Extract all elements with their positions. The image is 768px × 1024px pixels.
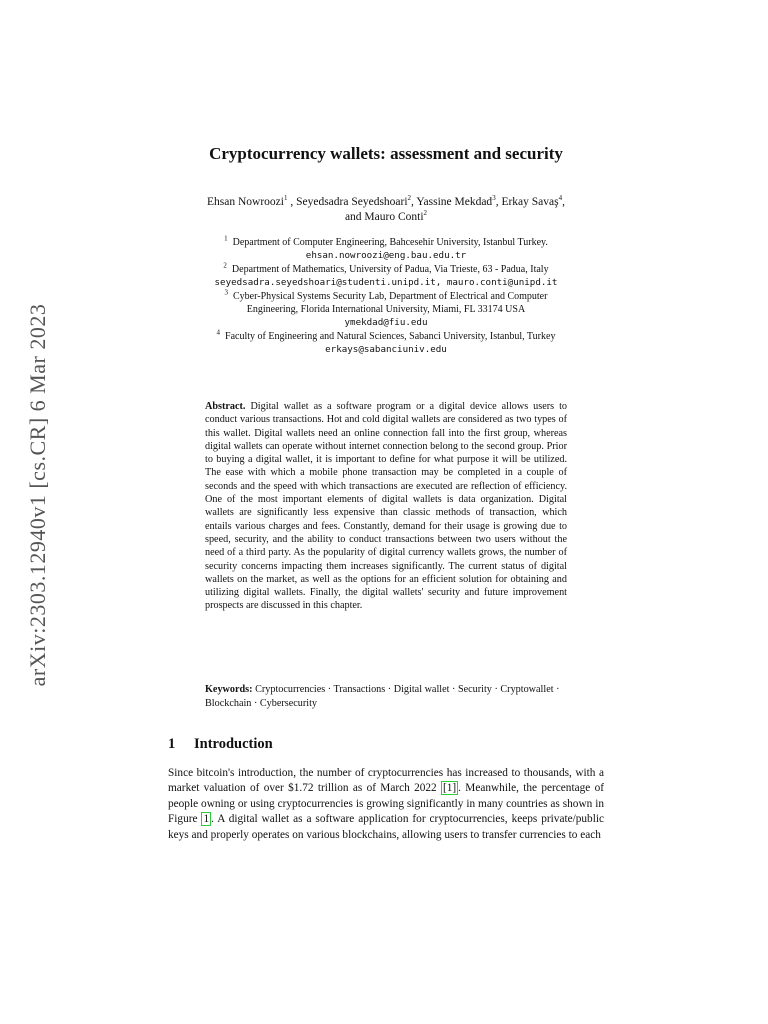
affiliation-mark: 4 <box>216 328 221 337</box>
section-title: Introduction <box>194 736 273 752</box>
introduction-paragraph <box>168 766 604 843</box>
affiliation-mark: 1 <box>224 234 228 243</box>
keywords-text: Cryptocurrencies · Transactions · Digital wallet · Security · Cryptowallet · Blockchain · Cybersecurity <box>205 684 560 709</box>
affiliation-text: Department of Computer Engineering, Bahcesehir University, Istanbul Turkey. <box>232 237 548 248</box>
intro-text: Since bitcoin's introduction, the number of cryptocurrencies has increased to thousands, with a market valuation of over $1.72 trillion as of March 2022 <box>168 767 604 795</box>
intro-text: . A digital wallet as a software application for cryptocurrencies, keeps private/public keys and properly operates on various blockchains, allowing users to transfer currencies to each <box>168 813 604 841</box>
abstract <box>205 400 567 613</box>
affiliation-line <box>168 263 604 276</box>
affiliation-text: Faculty of Engineering and Natural Sciences, Sabanci University, Istanbul, Turkey <box>225 330 556 342</box>
affiliation-email[interactable]: ehsan.nowroozi@eng.bau.edu.tr <box>305 250 467 262</box>
affiliation-email[interactable]: ymekdad@fiu.edu <box>344 317 428 329</box>
figure-reference-link[interactable]: 1 <box>203 813 210 826</box>
author-name: , Yassine Mekdad <box>411 196 493 208</box>
affiliation-text: Engineering, Florida International University, Miami, FL 33174 USA <box>246 304 526 316</box>
arxiv-identifier <box>18 270 58 720</box>
affiliation-text: Cyber-Physical Systems Security Lab, Department of Electrical and Computer <box>233 290 548 302</box>
affiliation-line <box>168 236 604 249</box>
author-list <box>168 195 604 225</box>
author-line-1 <box>168 195 604 210</box>
author-affil-mark: 1 <box>283 194 288 203</box>
author-line-2 <box>168 210 604 225</box>
author-name: and Mauro Conti <box>344 211 424 223</box>
author-separator: , <box>562 196 565 208</box>
author-name: , Seyedsadra Seyedshoari <box>287 196 408 208</box>
affiliation-mark: 2 <box>223 261 227 270</box>
affiliation-mark: 3 <box>224 288 229 297</box>
arxiv-identifier-text: arXiv:2303.12940v1 [cs.CR] 6 Mar 2023 <box>25 303 50 687</box>
affiliation-email[interactable]: erkays@sabanciuniv.edu <box>325 344 447 356</box>
paper-title: Cryptocurrency wallets: assessment and security <box>209 144 563 163</box>
author-affil-mark: 2 <box>407 194 412 203</box>
author-affil-mark: 2 <box>423 209 428 218</box>
abstract-text: Digital wallet as a software program or a digital device allows users to conduct various transactions. Hot and cold digital wallets are considered as two types of this wallet. Digital wallets need an online connection fall into the first group, whereas digital wallets can operate without internet connection belong to the second group. Prior to buying a digital wallet, it is important to define for what purpose it will be utilized. The ease with which a mobile phone transaction may be completed in a couple of seconds and the speed with which transactions are executed are reflection of efficiency. One of the most important elements of digital wallets is data organization. Digital wallets are significantly less expensive than classic methods of transaction, which entails various charges and fees. Constantly, demand for their usage is growing due to speed, security, and the ability to conduct transactions between two users without the need of a third party. As the popularity of digital currency wallets grows, the number of security concerns impacting them increases significantly. The current status of digital wallets on the market, as well as the options for an efficient solution for obtaining and utilizing digital wallets. Finally, the digital wallets' security and future improvement prospects are discussed in this chapter. <box>205 401 567 612</box>
citation-link[interactable]: [1] <box>442 782 457 795</box>
affiliation-text: Department of Mathematics, University of Padua, Via Trieste, 63 - Padua, Italy <box>231 263 549 275</box>
author-affil-mark: 3 <box>492 194 496 203</box>
section-heading-introduction <box>168 736 604 753</box>
affiliation-line <box>168 330 604 343</box>
keywords <box>205 683 567 711</box>
affiliations <box>168 236 604 357</box>
affiliation-email[interactable]: seyedsadra.seyedshoari@studenti.unipd.it, mauro.conti@unipd.it <box>214 277 558 289</box>
section-number: 1 <box>168 736 176 752</box>
author-affil-mark: 4 <box>558 194 563 203</box>
author-name: Ehsan Nowroozi <box>207 196 284 208</box>
affiliation-line <box>168 290 604 303</box>
intro-text: . Meanwhile, the percentage of people owning or using cryptocurrencies is growing significantly in many countries as shown in Figure <box>168 782 604 826</box>
author-name: , Erkay Savaş <box>495 196 559 208</box>
keywords-label: Keywords: <box>205 684 253 695</box>
abstract-label: Abstract. <box>205 401 246 412</box>
